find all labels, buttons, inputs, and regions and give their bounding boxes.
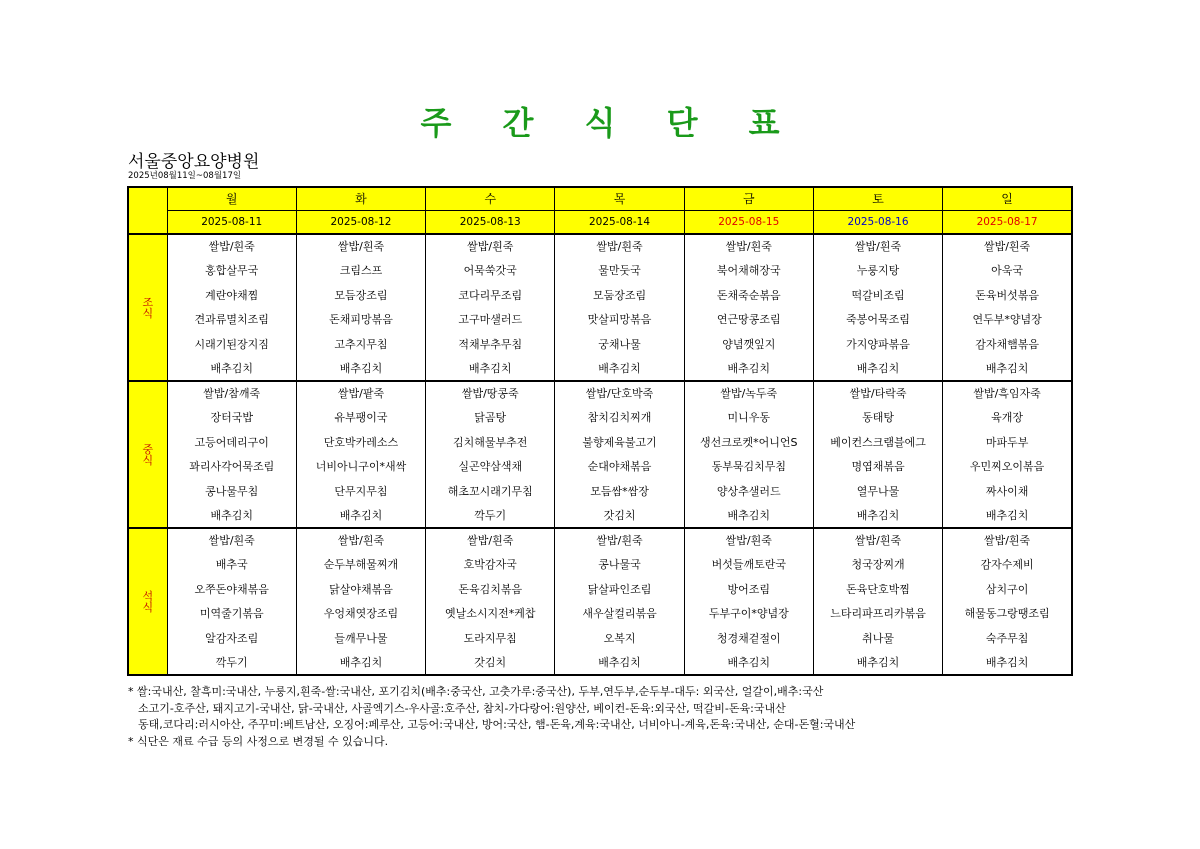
menu-item: 생선크로켓*어니언S <box>684 430 813 455</box>
organization-name: 서울중앙요양병원 <box>128 152 260 172</box>
menu-row <box>128 577 1072 602</box>
date-cell: 2025-08-13 <box>426 211 555 235</box>
weekday-header-row <box>128 187 1072 211</box>
menu-item: 모듬쌈*쌈장 <box>555 479 684 504</box>
origin-note: 동태,코다리:러시아산, 주꾸미:베트남산, 오징어:페루산, 고등어:국내산, 방어:국산, 햄-돈육,계육:국내산, 너비아니-계육,돈육:국내산, 순대-돈혈:국내산 <box>138 718 856 731</box>
menu-item: 계란야채찜 <box>167 283 296 308</box>
menu-item: 쌀밥/흰죽 <box>167 528 296 553</box>
menu-item: 연근땅콩조림 <box>684 308 813 333</box>
menu-item: 쌀밥/흰죽 <box>943 528 1072 553</box>
menu-item: 깍두기 <box>426 504 555 529</box>
menu-item: 배추김치 <box>684 504 813 529</box>
menu-item: 닭살야채볶음 <box>296 577 425 602</box>
menu-item: 고구마샐러드 <box>426 308 555 333</box>
menu-item: 쌀밥/녹두죽 <box>684 381 813 406</box>
menu-item: 북어채해장국 <box>684 259 813 284</box>
menu-item: 배추김치 <box>943 504 1072 529</box>
menu-item: 우엉채엿장조림 <box>296 602 425 627</box>
menu-item: 감자채햄볶음 <box>943 332 1072 357</box>
menu-row <box>128 626 1072 651</box>
menu-item: 갓김치 <box>555 504 684 529</box>
date-cell: 2025-08-15 <box>684 211 813 235</box>
menu-item: 실곤약삼색채 <box>426 455 555 480</box>
menu-item: 알감자조림 <box>167 626 296 651</box>
menu-item: 호박감자국 <box>426 553 555 578</box>
menu-row <box>128 332 1072 357</box>
menu-item: 누룽지탕 <box>813 259 942 284</box>
weekday-cell: 수 <box>426 187 555 211</box>
menu-item: 쌀밥/흰죽 <box>555 234 684 259</box>
menu-item: 떡갈비조림 <box>813 283 942 308</box>
weekday-cell: 목 <box>555 187 684 211</box>
menu-item: 쌀밥/흰죽 <box>684 528 813 553</box>
menu-item: 오쭈돈야채볶음 <box>167 577 296 602</box>
menu-item: 해물동그랑땡조림 <box>943 602 1072 627</box>
menu-item: 배추김치 <box>167 357 296 382</box>
weekday-cell: 일 <box>943 187 1072 211</box>
menu-item: 아욱국 <box>943 259 1072 284</box>
menu-item: 오복지 <box>555 626 684 651</box>
date-header-row <box>128 211 1072 235</box>
date-cell: 2025-08-14 <box>555 211 684 235</box>
menu-row <box>128 406 1072 431</box>
menu-item: 홍합살무국 <box>167 259 296 284</box>
meal-label: 조 식 <box>128 234 167 381</box>
menu-item: 돈육단호박찜 <box>813 577 942 602</box>
date-cell: 2025-08-11 <box>167 211 296 235</box>
menu-item: 배추김치 <box>555 651 684 676</box>
menu-item: 열무나물 <box>813 479 942 504</box>
menu-item: 죽봉어묵조림 <box>813 308 942 333</box>
menu-row <box>128 651 1072 676</box>
menu-item: 배추김치 <box>684 651 813 676</box>
menu-row <box>128 259 1072 284</box>
menu-item: 배추김치 <box>813 651 942 676</box>
weekly-menu-table <box>127 186 1073 676</box>
menu-item: 취나물 <box>813 626 942 651</box>
menu-row <box>128 430 1072 455</box>
menu-row <box>128 308 1072 333</box>
menu-item: 쌀밥/팥죽 <box>296 381 425 406</box>
menu-item: 꽈리사각어묵조림 <box>167 455 296 480</box>
weekday-cell: 금 <box>684 187 813 211</box>
menu-item: 불향제육불고기 <box>555 430 684 455</box>
menu-item: 감자수제비 <box>943 553 1072 578</box>
menu-item: 배추김치 <box>813 357 942 382</box>
corner-cell <box>128 187 167 234</box>
menu-item: 미니우동 <box>684 406 813 431</box>
menu-item: 콩나물국 <box>555 553 684 578</box>
menu-item: 크림스프 <box>296 259 425 284</box>
menu-item: 배추김치 <box>943 651 1072 676</box>
menu-row <box>128 479 1072 504</box>
menu-item: 방어조림 <box>684 577 813 602</box>
menu-item: 도라지무침 <box>426 626 555 651</box>
menu-item: 단호박카레소스 <box>296 430 425 455</box>
menu-item: 우민찌오이볶음 <box>943 455 1072 480</box>
menu-item: 버섯들깨토란국 <box>684 553 813 578</box>
change-notice: * 식단은 재료 수급 등의 사정으로 변경될 수 있습니다. <box>128 734 389 748</box>
menu-item: 배추김치 <box>426 357 555 382</box>
date-cell: 2025-08-17 <box>943 211 1072 235</box>
menu-item: 적채부추무침 <box>426 332 555 357</box>
menu-item: 고추지무침 <box>296 332 425 357</box>
menu-item: 코다리무조림 <box>426 283 555 308</box>
menu-item: 갓김치 <box>426 651 555 676</box>
date-cell: 2025-08-16 <box>813 211 942 235</box>
menu-item: 돈육김치볶음 <box>426 577 555 602</box>
menu-item: 유부팽이국 <box>296 406 425 431</box>
menu-item: 배추김치 <box>296 504 425 529</box>
menu-item: 배추김치 <box>684 357 813 382</box>
menu-item: 쌀밥/단호박죽 <box>555 381 684 406</box>
menu-item: 삼치구이 <box>943 577 1072 602</box>
menu-item: 쌀밥/참깨죽 <box>167 381 296 406</box>
menu-row <box>128 283 1072 308</box>
menu-row <box>128 602 1072 627</box>
menu-item: 쌀밥/흰죽 <box>813 528 942 553</box>
origin-note: * 쌀:국내산, 찰흑미:국내산, 누룽지,흰죽-쌀:국내산, 포기김치(배추:중국산, 고춧가루:중국산), 두부,연두부,순두부-대두: 외국산, 얼갈이,배추:국산 <box>128 685 824 698</box>
menu-row <box>128 381 1072 406</box>
menu-item: 쌀밥/흰죽 <box>813 234 942 259</box>
menu-item: 쌀밥/타락죽 <box>813 381 942 406</box>
menu-item: 해초꼬시래기무침 <box>426 479 555 504</box>
menu-item: 쌀밥/흰죽 <box>943 234 1072 259</box>
menu-item: 쌀밥/흰죽 <box>296 528 425 553</box>
menu-item: 짜사이채 <box>943 479 1072 504</box>
weekday-cell: 화 <box>296 187 425 211</box>
meal-label: 중 식 <box>128 381 167 528</box>
menu-item: 단무지무침 <box>296 479 425 504</box>
menu-item: 배추국 <box>167 553 296 578</box>
menu-item: 모둠장조림 <box>555 283 684 308</box>
menu-item: 돈육버섯볶음 <box>943 283 1072 308</box>
menu-item: 깍두기 <box>167 651 296 676</box>
menu-row <box>128 455 1072 480</box>
menu-item: 새우살컬리볶음 <box>555 602 684 627</box>
menu-item: 두부구이*양념장 <box>684 602 813 627</box>
menu-period: 2025년08월11일~08월17일 <box>128 171 242 181</box>
menu-item: 쌀밥/흰죽 <box>426 528 555 553</box>
menu-item: 쌀밥/흰죽 <box>555 528 684 553</box>
menu-item: 쌀밥/흰죽 <box>684 234 813 259</box>
menu-item: 숙주무침 <box>943 626 1072 651</box>
menu-item: 콩나물무침 <box>167 479 296 504</box>
menu-item: 닭살파인조림 <box>555 577 684 602</box>
menu-item: 배추김치 <box>167 504 296 529</box>
menu-item: 맛살피망볶음 <box>555 308 684 333</box>
menu-item: 육개장 <box>943 406 1072 431</box>
menu-item: 양상추샐러드 <box>684 479 813 504</box>
menu-item: 쌀밥/흰죽 <box>426 234 555 259</box>
menu-item: 시래기된장지짐 <box>167 332 296 357</box>
menu-item: 고등어데리구이 <box>167 430 296 455</box>
menu-item: 물만둣국 <box>555 259 684 284</box>
menu-item: 순대야채볶음 <box>555 455 684 480</box>
menu-row <box>128 357 1072 382</box>
menu-item: 연두부*양념장 <box>943 308 1072 333</box>
menu-item: 청국장찌개 <box>813 553 942 578</box>
origin-note: 소고기-호주산, 돼지고기-국내산, 닭-국내산, 사골엑기스-우사골:호주산, 참치-가다랑어:원양산, 베이컨-돈육:외국산, 떡갈비-돈육:국내산 <box>138 701 786 715</box>
date-cell: 2025-08-12 <box>296 211 425 235</box>
menu-item: 순두부해물찌개 <box>296 553 425 578</box>
menu-item: 김치해물부추전 <box>426 430 555 455</box>
menu-item: 배추김치 <box>555 357 684 382</box>
menu-item: 너비아니구이*새싹 <box>296 455 425 480</box>
menu-row <box>128 234 1072 259</box>
menu-item: 청경채겉절이 <box>684 626 813 651</box>
menu-item: 배추김치 <box>296 357 425 382</box>
page-title: 주 간 식 단 표 <box>420 104 800 142</box>
meal-label: 석 식 <box>128 528 167 675</box>
menu-item: 마파두부 <box>943 430 1072 455</box>
menu-item: 장터국밥 <box>167 406 296 431</box>
menu-item: 참치김치찌개 <box>555 406 684 431</box>
menu-item: 쌀밥/땅콩죽 <box>426 381 555 406</box>
menu-item: 옛날소시지전*케찹 <box>426 602 555 627</box>
menu-item: 미역줄기볶음 <box>167 602 296 627</box>
menu-item: 가지양파볶음 <box>813 332 942 357</box>
menu-item: 쌀밥/흰죽 <box>296 234 425 259</box>
menu-row <box>128 553 1072 578</box>
menu-item: 돈채피망볶음 <box>296 308 425 333</box>
menu-item: 돈채죽순볶음 <box>684 283 813 308</box>
menu-item: 느타리파프리카볶음 <box>813 602 942 627</box>
weekday-cell: 토 <box>813 187 942 211</box>
menu-item: 들깨무나물 <box>296 626 425 651</box>
menu-item: 닭곰탕 <box>426 406 555 431</box>
menu-item: 배추김치 <box>813 504 942 529</box>
menu-item: 베이컨스크램블에그 <box>813 430 942 455</box>
menu-item: 배추김치 <box>296 651 425 676</box>
menu-row <box>128 528 1072 553</box>
menu-item: 궁채나물 <box>555 332 684 357</box>
menu-item: 동태탕 <box>813 406 942 431</box>
menu-item: 모듬장조림 <box>296 283 425 308</box>
menu-item: 배추김치 <box>943 357 1072 382</box>
menu-item: 쌀밥/흑임자죽 <box>943 381 1072 406</box>
menu-row <box>128 504 1072 529</box>
menu-item: 명엽채볶음 <box>813 455 942 480</box>
menu-item: 어묵쑥갓국 <box>426 259 555 284</box>
menu-item: 양념깻잎지 <box>684 332 813 357</box>
notes-section <box>128 684 1088 750</box>
weekday-cell: 월 <box>167 187 296 211</box>
menu-item: 쌀밥/흰죽 <box>167 234 296 259</box>
menu-item: 견과류멸치조림 <box>167 308 296 333</box>
menu-item: 동부묵김치무침 <box>684 455 813 480</box>
